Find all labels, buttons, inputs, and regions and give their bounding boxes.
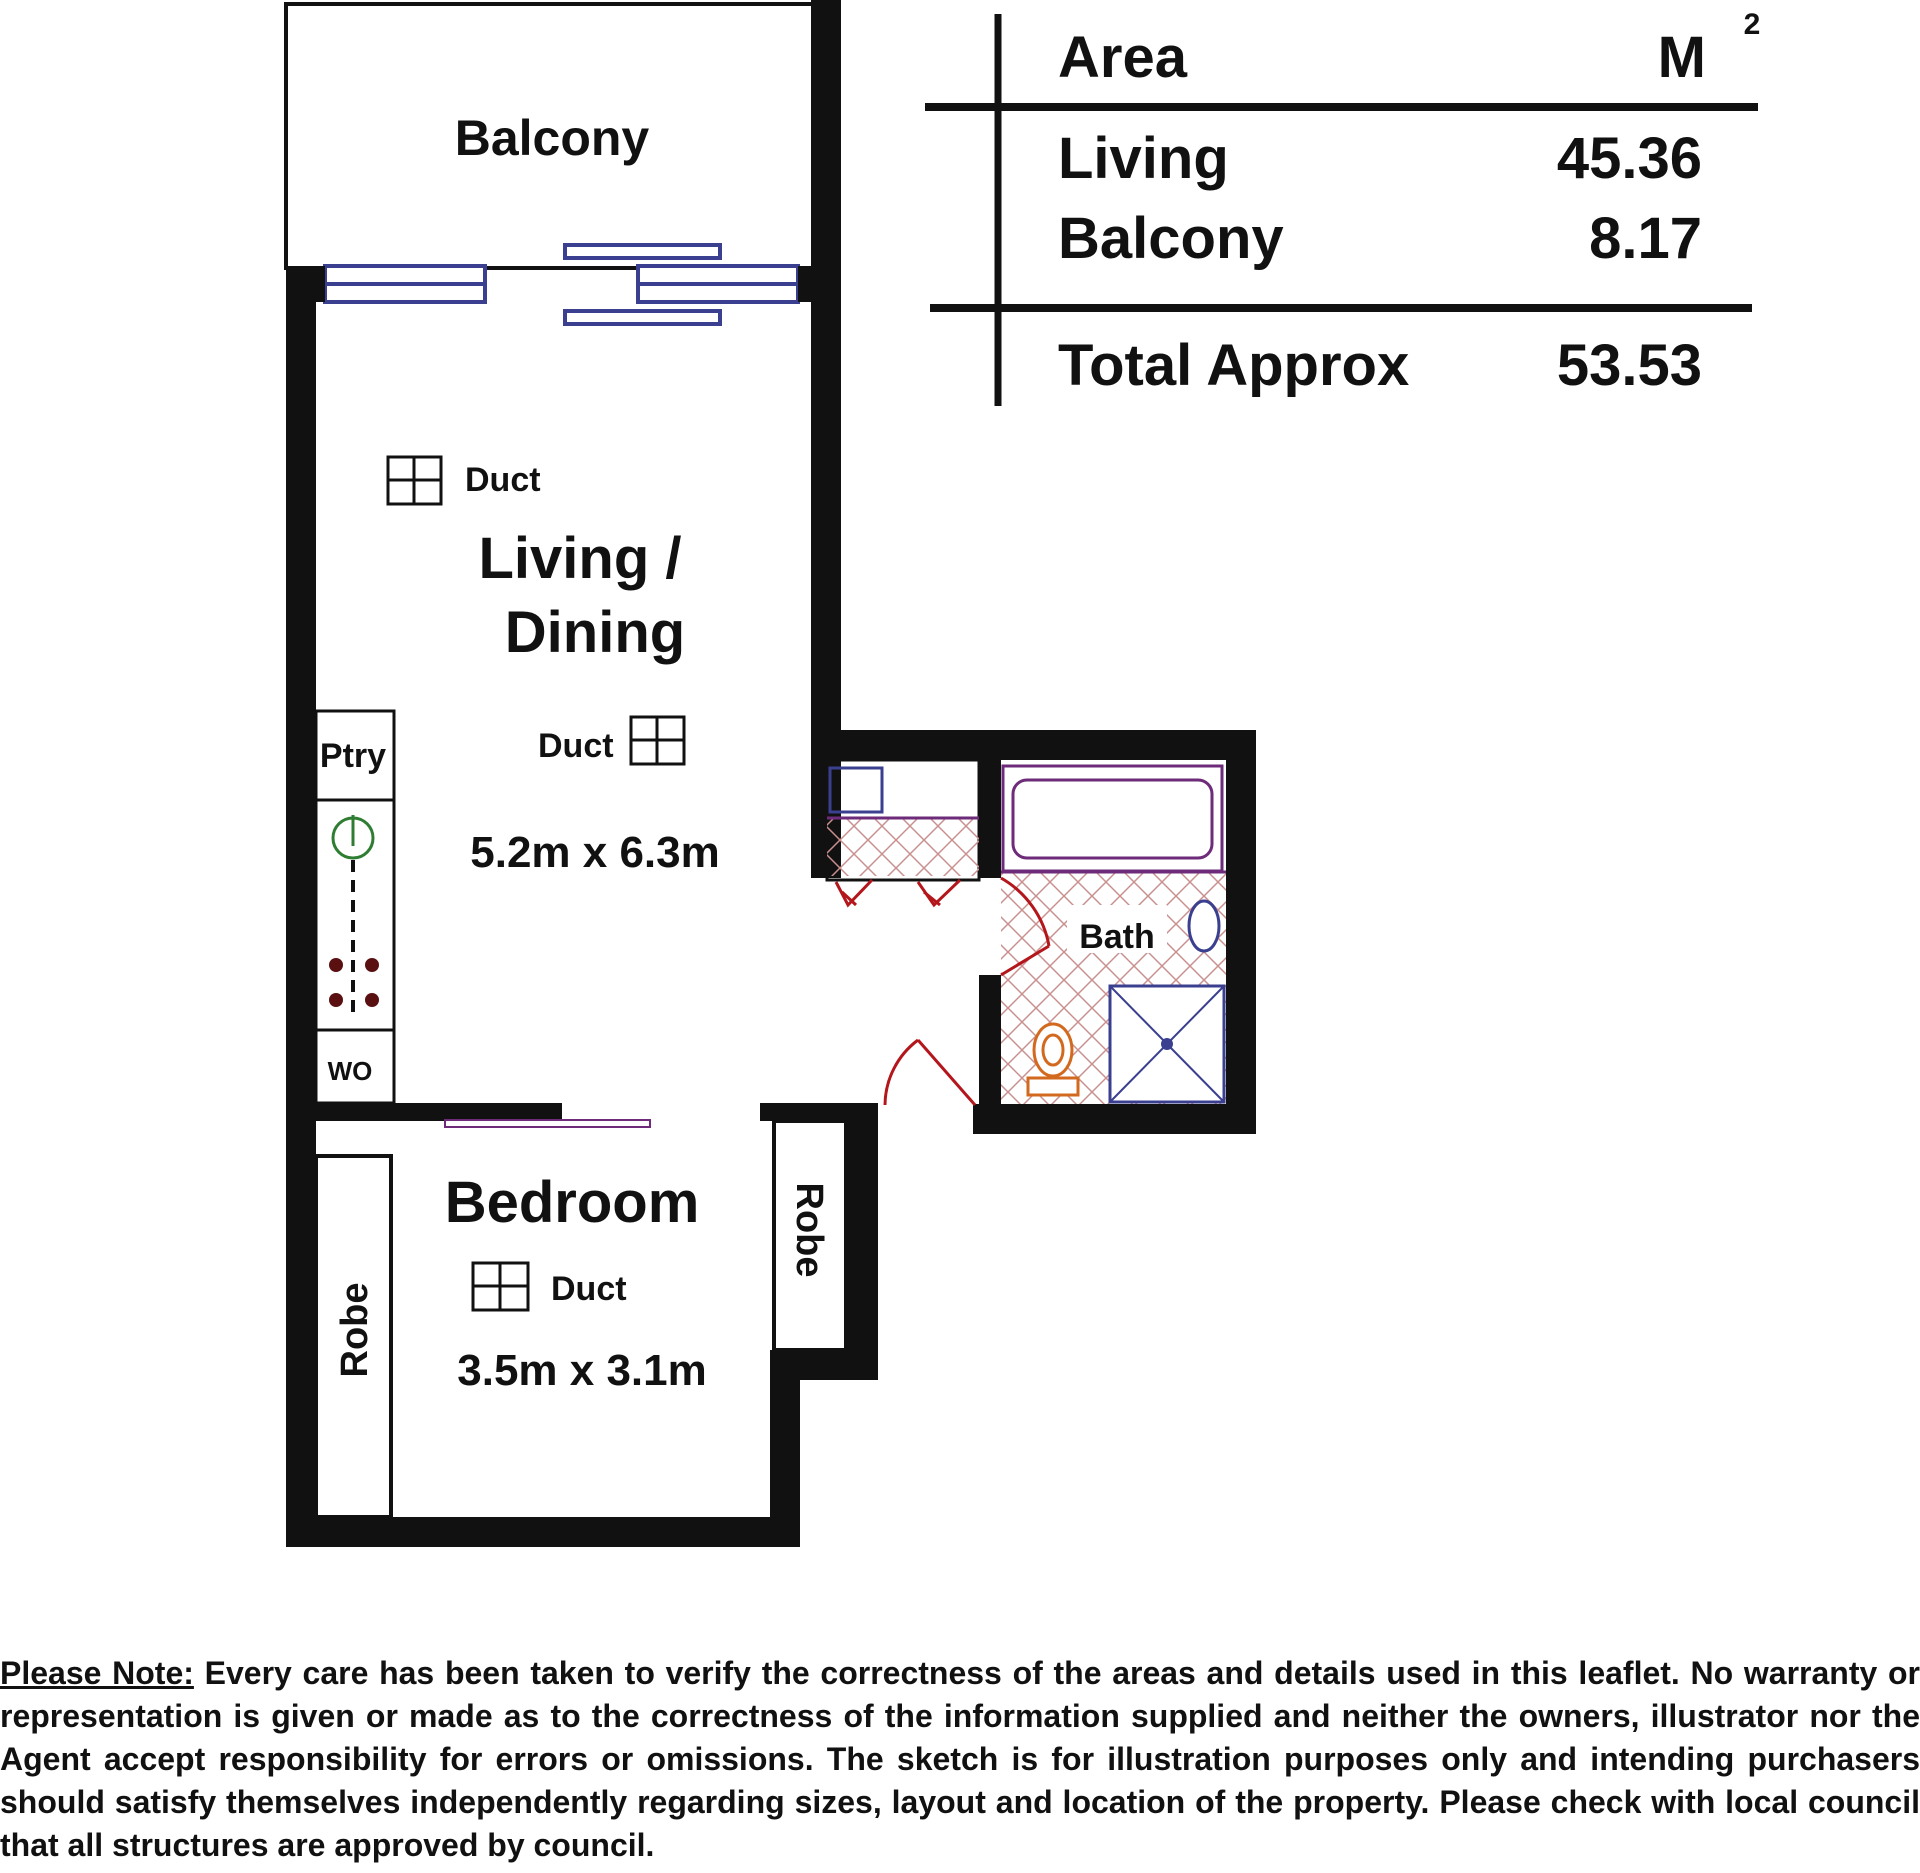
duct-label: Duct: [465, 461, 541, 499]
wall-left: [286, 266, 316, 1547]
living-dining: [388, 457, 720, 877]
bathroom: [1001, 760, 1226, 1104]
bedroom: [316, 1120, 846, 1517]
wall: [1226, 730, 1256, 1134]
duct-label: Duct: [538, 727, 614, 765]
note-body: Every care has been taken to verify the correctness of the areas and details used in this leaflet. No warranty or representation is given or made as to the correctness of the information supplied and neither the owners, illustrator nor the Agent accept responsibility for errors or omissions. The sketch is for illustration purposes only and intending purchasers should satisfy themselves independently regarding sizes, layout and location of the property. Please check with local council that all structures are approved by council.: [0, 1655, 1920, 1863]
duct-icon: [473, 1263, 528, 1310]
living-label-line1: Living /: [478, 526, 682, 591]
laundry-tiles: [827, 818, 979, 876]
kitchen: [316, 711, 394, 1103]
duct-label: Duct: [551, 1270, 627, 1308]
living-label-line2: Dining: [504, 600, 686, 665]
area-table: [925, 8, 1760, 406]
sliding-window: [325, 245, 798, 324]
wall: [316, 1103, 562, 1121]
window-panel: [565, 311, 720, 324]
balcony-label: Balcony: [454, 110, 650, 166]
area-total-label: Total Approx: [1058, 333, 1410, 398]
pantry-label: Ptry: [319, 737, 387, 775]
area-row-label: Balcony: [1058, 206, 1284, 271]
area-row-value: 45.36: [1556, 126, 1702, 191]
door-leaf: [918, 1040, 975, 1105]
note-heading: Please Note:: [0, 1655, 194, 1691]
robe-right-label: Robe: [788, 1182, 830, 1278]
door-swing-icon: [885, 1040, 918, 1105]
area-header-label: Area: [1058, 25, 1187, 90]
living-dimensions: 5.2m x 6.3m: [470, 828, 720, 877]
wall: [760, 1103, 878, 1121]
duct-icon: [388, 457, 441, 504]
area-row-value: 8.17: [1589, 206, 1702, 271]
wall: [979, 760, 1001, 878]
laundry: [827, 760, 979, 905]
bedroom-dimensions: 3.5m x 3.1m: [457, 1346, 707, 1395]
bath-area: [1001, 760, 1226, 872]
bath-label: Bath: [1079, 918, 1155, 956]
bifold-door-icon: [836, 880, 960, 905]
window-panel: [565, 245, 720, 258]
duct-icon: [631, 717, 684, 764]
area-header-unit: M: [1657, 25, 1706, 90]
basin-icon: [1189, 901, 1219, 951]
wall-oven-label: WO: [327, 1056, 373, 1086]
sliding-door: [445, 1120, 650, 1127]
wall-bottom: [286, 1517, 800, 1547]
area-total-value: 53.53: [1556, 333, 1702, 398]
bedroom-label: Bedroom: [444, 1170, 700, 1235]
disclaimer-note: [0, 1652, 1920, 1867]
balcony: [286, 0, 841, 270]
area-row-label: Living: [1058, 126, 1229, 191]
area-header-unit-sup: 2: [1743, 8, 1761, 41]
shower-drain-icon: [1161, 1038, 1173, 1050]
wall: [979, 975, 1001, 1105]
wall: [846, 1103, 878, 1380]
robe-left-label: Robe: [334, 1282, 376, 1378]
balcony-side-wall: [811, 0, 841, 270]
wall: [973, 1104, 1256, 1134]
wall: [811, 730, 1256, 760]
